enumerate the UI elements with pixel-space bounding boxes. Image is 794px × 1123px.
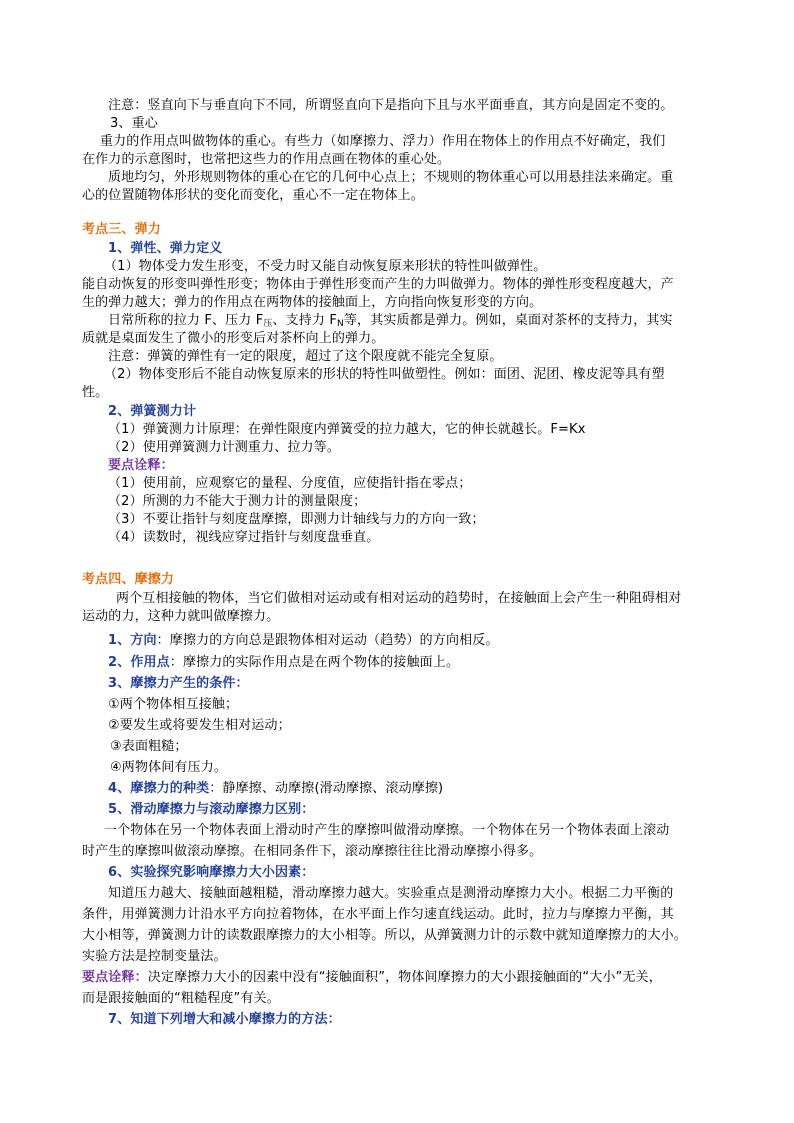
- key-points-label: 要点诠释：: [108, 458, 174, 473]
- paragraph-line: 时产生的摩擦叫做滚动摩擦。在相同条件下，滚动摩擦往往比滑动摩擦小得多。: [82, 844, 543, 859]
- paragraph-line: （1）弹簧测力计原理：在弹性限度内弹簧受的拉力越大，它的伸长就越长。F=Kx: [108, 422, 586, 437]
- paragraph-line: 生的弹力越大；弹力的作用点在两物体的接触面上，方向指向恢复形变的方向。: [82, 295, 543, 310]
- friction-kinds: [108, 780, 748, 798]
- paragraph-line: （1）物体受力发生形变，不受力时又能自动恢复原来形状的特性叫做弹性。: [104, 259, 547, 274]
- list-item: （1）使用前，应观察它的量程、分度值，应使指针指在零点；: [108, 476, 472, 491]
- paragraph-line: 质地均匀，外形规则物体的重心在它的几何中心点上；不规则的物体重心可以用悬挂法来确定。重: [108, 170, 674, 185]
- note-vertical-direction: 注意：竖直向下与垂直向下不同，所谓竖直向下是指向下且与水平面垂直，其方向是固定不变的。: [108, 98, 674, 113]
- text-run: 等，其实质都是弹力。例如，桌面对茶杯的支持力，其实: [343, 313, 673, 328]
- friction-key-points: [82, 969, 722, 987]
- section-title-elastic: 考点三、弹力: [82, 222, 161, 237]
- paragraph-line: 重力的作用点叫做物体的重心。有些力（如摩擦力、浮力）作用在物体上的作用点不好确定，我们: [100, 134, 666, 149]
- friction-point-text: ：摩擦力的实际作用点是在两个物体的接触面上。: [169, 655, 460, 670]
- paragraph-line: 知道压力越大、接触面越粗糙，滑动摩擦力越大。实验重点是测滑动摩擦力大小。根据二力平衡的: [108, 886, 674, 901]
- friction-direction-label: 1、方向: [108, 633, 157, 648]
- paragraph-line: 一个物体在另一个物体表面上滑动时产生的摩擦叫做滑动摩擦。一个物体在另一个物体表面上滚动: [104, 823, 670, 838]
- center-of-gravity-heading: 3、重心: [110, 116, 158, 131]
- paragraph-line: （2）物体变形后不能自动恢复原来的形状的特性叫做塑性。例如：面团、泥团、橡皮泥等具有塑: [104, 367, 665, 382]
- subheading-spring-scale: 2、弹簧测力计: [108, 404, 197, 419]
- paragraph-line: 性。: [82, 385, 109, 400]
- list-item: （4）读数时，视线应穿过指针与刻度盘垂直。: [108, 530, 380, 545]
- friction-kinds-label: 4、摩擦力的种类: [108, 781, 210, 796]
- list-item: （3）不要让指针与刻度盘摩擦，即测力计轴线与力的方向一致；: [108, 512, 485, 527]
- note-elastic-limit: 注意：弹簧的弹性有一定的限度，超过了这个限度就不能完全复原。: [108, 349, 503, 364]
- subheading-conditions: 3、摩擦力产生的条件：: [108, 676, 249, 691]
- key-points-label: 要点诠释：: [82, 970, 148, 985]
- subheading-experiment: 6、实验探究影响摩擦力大小因素：: [108, 865, 315, 880]
- subscript: 压: [263, 319, 273, 329]
- paragraph-line-formula: [108, 312, 748, 330]
- subheading-elastic-definition: 1、弹性、弹力定义: [108, 241, 223, 256]
- list-item: ③表面粗糙；: [110, 739, 188, 754]
- paragraph-line: 两个互相接触的物体，当它们做相对运动或有相对运动的趋势时，在接触面上会产生一种阻碍相对: [116, 591, 682, 606]
- subscript: N: [337, 319, 344, 329]
- paragraph-line: 实验方法是控制变量法。: [82, 949, 227, 964]
- paragraph-line: 而是跟接触面的“粗糙程度”有关。: [82, 991, 280, 1006]
- list-item: ④两物体间有压力。: [110, 760, 228, 775]
- subheading-sliding-vs-rolling: 5、滑动摩擦力与滚动摩擦力区别：: [108, 802, 315, 817]
- text-run: 日常所称的拉力 F、压力 F: [108, 313, 264, 328]
- paragraph-line: （2）使用弹簧测力计测重力、拉力等。: [108, 440, 340, 455]
- paragraph-line: 质就是桌面发生了微小的形变后对茶杯向上的弹力。: [82, 331, 385, 346]
- friction-kinds-text: ：静摩擦、动摩擦(滑动摩擦、滚动摩擦): [209, 781, 444, 796]
- key-points-text: 决定摩擦力大小的因素中没有“接触面积”，物体间摩擦力的大小跟接触面的“大小”无关，: [147, 970, 662, 985]
- section-title-friction: 考点四、摩擦力: [82, 572, 175, 587]
- list-item: ①两个物体相互接触；: [108, 697, 239, 712]
- friction-point: [108, 654, 748, 672]
- paragraph-line: 大小相等，弹簧测力计的读数跟摩擦力的大小相等。所以，从弹簧测力计的示数中就知道摩擦力的大小。: [82, 928, 687, 943]
- paragraph-line: 条件，用弹簧测力计沿水平方向拉着物体，在水平面上作匀速直线运动。此时，拉力与摩擦力平衡，其: [82, 907, 674, 922]
- paragraph-line: 在作力的示意图时，也常把这些力的作用点画在物体的重心处。: [82, 152, 451, 167]
- list-item: ②要发生或将要发生相对运动；: [108, 718, 291, 733]
- subheading-methods: 7、知道下列增大和减小摩擦力的方法：: [108, 1012, 341, 1027]
- friction-direction: [108, 632, 748, 650]
- paragraph-line: 心的位置随物体形状的变化而变化，重心不一定在物体上。: [82, 188, 424, 203]
- paragraph-line: 运动的力，这种力就叫做摩擦力。: [82, 609, 280, 624]
- friction-point-label: 2、作用点: [108, 655, 170, 670]
- paragraph-line: 能自动恢复的形变叫弹性形变；物体由于弹性形变而产生的力叫做弹力。物体的弹性形变程度越大，产: [82, 277, 674, 292]
- list-item: （2）所测的力不能大于测力计的测量限度；: [108, 494, 367, 509]
- text-run: 、支持力 F: [272, 313, 337, 328]
- friction-direction-text: ：摩擦力的方向总是跟物体相对运动（趋势）的方向相反。: [156, 633, 499, 648]
